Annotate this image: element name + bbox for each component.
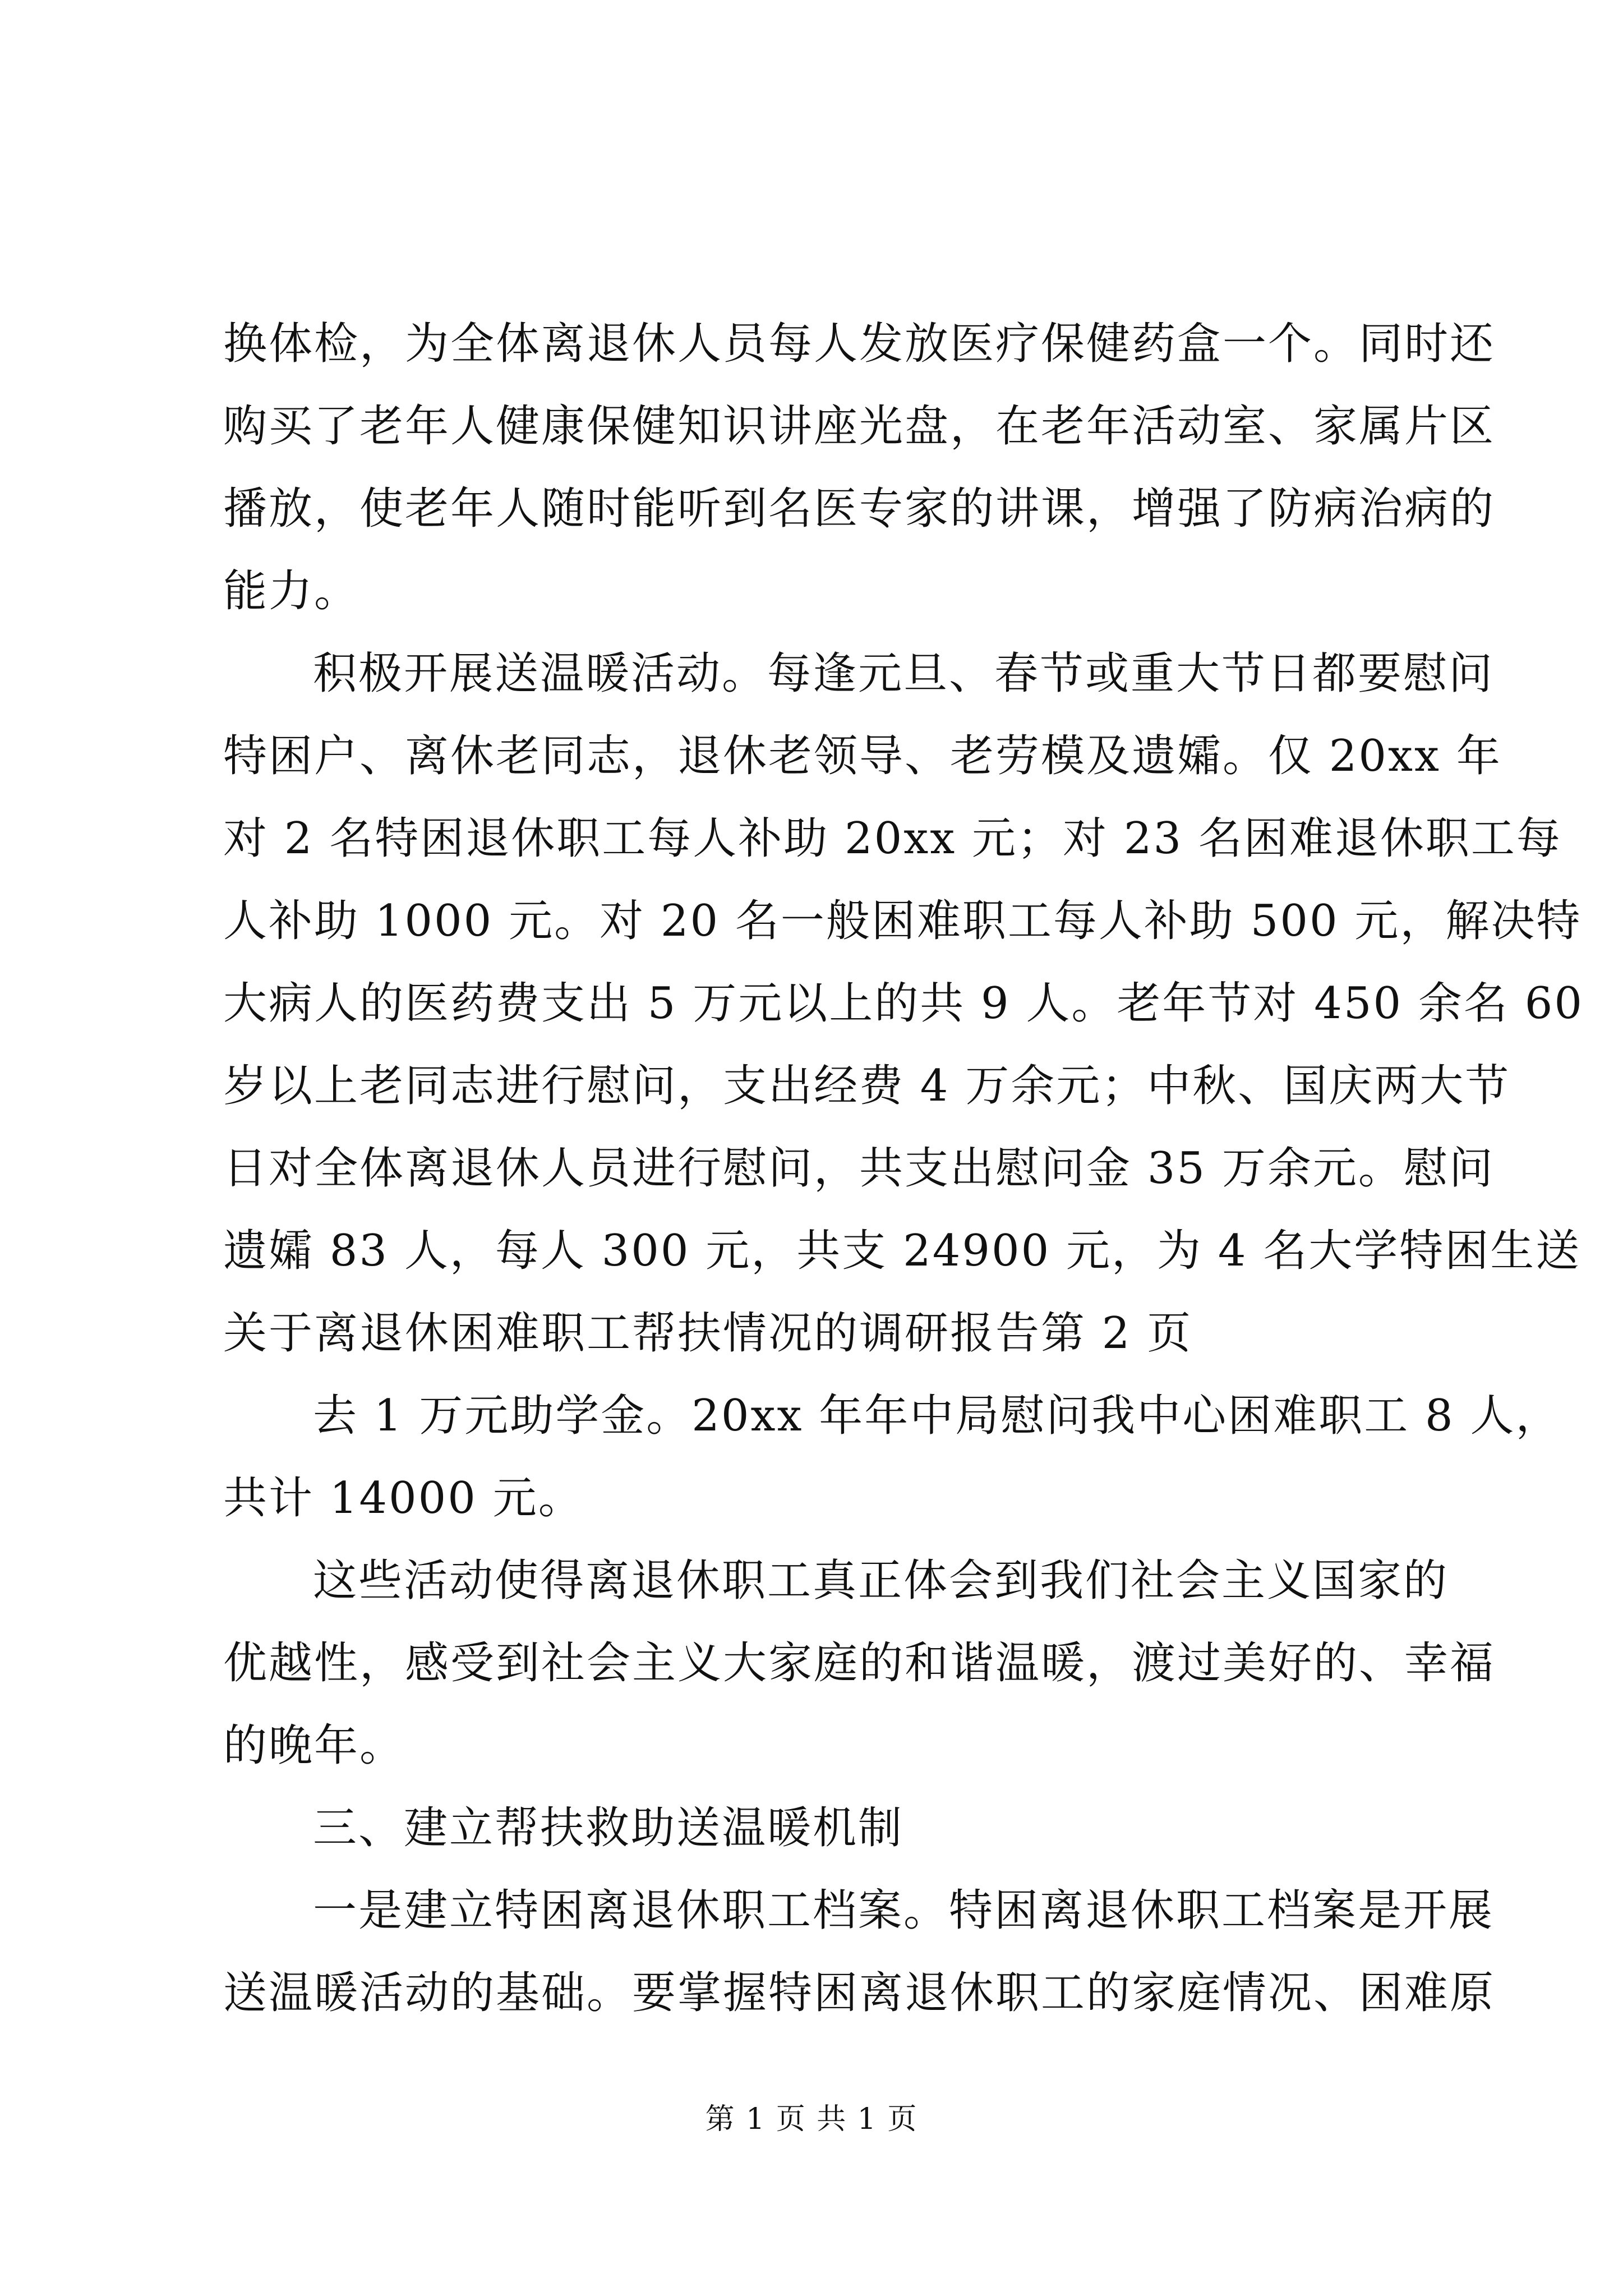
text-line-15: 共计 14000 元。 bbox=[223, 1473, 584, 1524]
text-line-9: 大病人的医药费支出 5 万元以上的共 9 人。老年节对 450 余名 60 bbox=[223, 978, 1584, 1029]
text-line-10: 岁以上老同志进行慰问，支出经费 4 万余元；中秋、国庆两大节 bbox=[223, 1061, 1511, 1111]
text-line-11: 日对全体离退休人员进行慰问，共支出慰问金 35 万余元。慰问 bbox=[223, 1143, 1495, 1194]
text-line-7: 对 2 名特困退休职工每人补助 20xx 元；对 23 名困难退休职工每 bbox=[223, 813, 1562, 864]
text-line-12: 遗孀 83 人，每人 300 元，共支 24900 元，为 4 名大学特困生送 bbox=[223, 1226, 1581, 1276]
page-footer: 第 1 页 共 1 页 bbox=[705, 2102, 918, 2136]
text-line-21: 送温暖活动的基础。要掌握特困离退休职工的家庭情况、困难原 bbox=[223, 1968, 1496, 2018]
text-line-2: 购买了老年人健康保健知识讲座光盘，在老年活动室、家属片区 bbox=[223, 401, 1496, 452]
text-line-17: 优越性，感受到社会主义大家庭的和谐温暖，渡过美好的、幸福 bbox=[223, 1638, 1496, 1688]
text-line-8: 人补助 1000 元。对 20 名一般困难职工每人补助 500 元，解决特 bbox=[223, 896, 1582, 946]
text-line-20: 一是建立特困离退休职工档案。特困离退休职工档案是开展 bbox=[313, 1885, 1495, 1936]
text-line-13: 关于离退休困难职工帮扶情况的调研报告第 2 页 bbox=[223, 1308, 1193, 1359]
text-line-16: 这些活动使得离退休职工真正体会到我们社会主义国家的 bbox=[313, 1556, 1449, 1606]
text-line-14: 去 1 万元助学金。20xx 年年中局慰问我中心困难职工 8 人， bbox=[313, 1391, 1561, 1441]
text-line-1: 换体检，为全体离退休人员每人发放医疗保健药盒一个。同时还 bbox=[223, 319, 1496, 369]
text-line-3: 播放，使老年人随时能听到名医专家的讲课，增强了防病治病的 bbox=[223, 484, 1496, 534]
text-line-18: 的晚年。 bbox=[223, 1720, 405, 1771]
text-line-6: 特困户、离休老同志，退休老领导、老劳模及遗孀。仅 20xx 年 bbox=[223, 731, 1502, 781]
text-line-5: 积极开展送温暖活动。每逢元旦、春节或重大节日都要慰问 bbox=[313, 648, 1495, 699]
section-heading: 三、建立帮扶救助送温暖机制 bbox=[313, 1803, 904, 1853]
body-text bbox=[223, 303, 1584, 2035]
text-line-4: 能力。 bbox=[223, 566, 360, 616]
